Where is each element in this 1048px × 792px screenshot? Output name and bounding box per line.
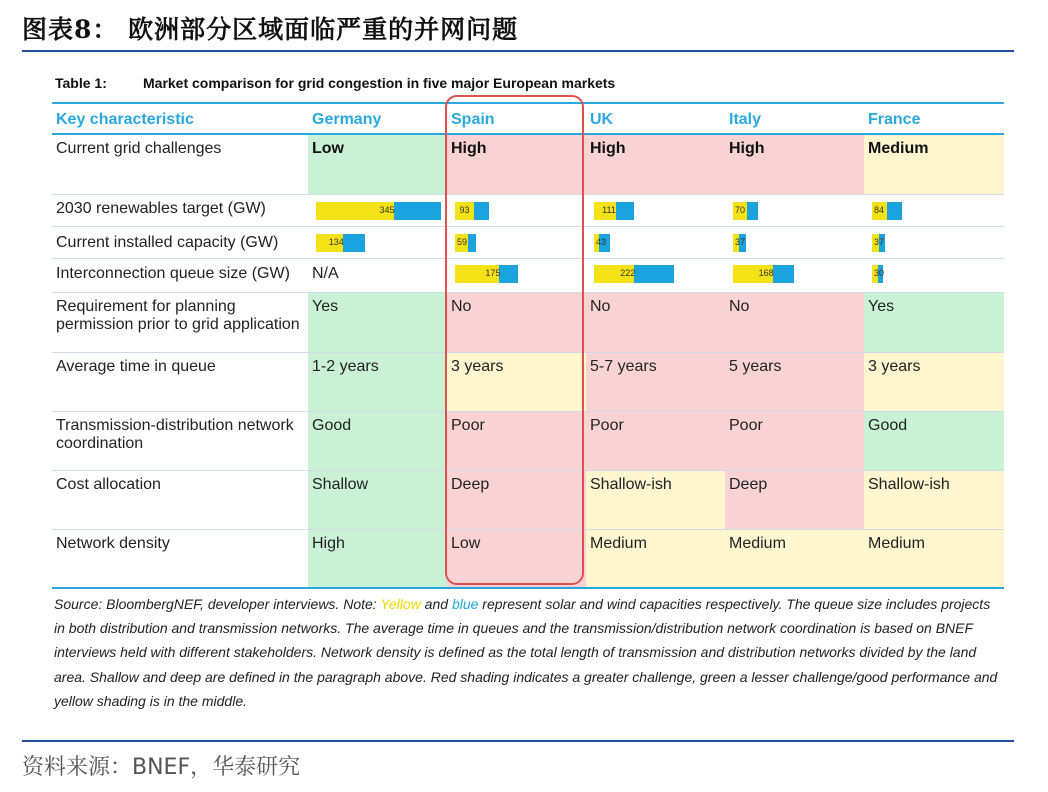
cell-queue-time-germany: 1-2 years [308, 353, 447, 411]
cell-density-uk: Medium [586, 530, 725, 588]
bar-queue-size-uk [594, 265, 674, 283]
cell-density-italy: Medium [725, 530, 864, 588]
bar-value-label: 37 [735, 237, 746, 247]
row-label-queue-size: Interconnection queue size (GW) [56, 265, 290, 282]
cell-planning-italy: No [725, 293, 864, 352]
bar-renewables-target-uk [594, 202, 634, 220]
column-header-germany: Germany [312, 111, 382, 128]
column-header-spain: Spain [451, 111, 495, 128]
bar-queue-size-france [872, 265, 883, 283]
cell-cost-spain: Deep [447, 471, 586, 529]
row-label-planning-permission: Requirement for planning permission prior to grid application [56, 298, 300, 333]
table-caption-text: Market comparison for grid congestion in five major European markets [143, 75, 616, 91]
cell-queue-time-spain: 3 years [447, 353, 586, 411]
row-label-network-coordination: Transmission-distribution network coordination [56, 417, 294, 452]
cell-grid-challenges-italy: High [725, 135, 864, 194]
bar-value-label: 175 [485, 268, 501, 278]
bar-value-label: 43 [596, 237, 607, 247]
source-note [54, 592, 1004, 713]
row-label-network-density: Network density [56, 535, 170, 552]
bar-installed-capacity-germany [316, 234, 365, 252]
cell-coordination-uk: Poor [586, 412, 725, 470]
wind-segment [887, 202, 902, 220]
bar-value-label: 84 [874, 205, 885, 215]
cell-density-germany: High [308, 530, 447, 588]
cell-density-france: Medium [864, 530, 1004, 588]
bar-value-label: 168 [758, 268, 774, 278]
bar-renewables-target-italy [733, 202, 758, 220]
column-header-france: France [868, 111, 921, 128]
wind-segment [616, 202, 634, 220]
cell-grid-challenges-france: Medium [864, 135, 1004, 194]
table-number: Table 1: [55, 75, 107, 91]
bar-renewables-target-france [872, 202, 902, 220]
cell-planning-germany: Yes [308, 293, 447, 352]
bar-value-label: 30 [874, 268, 885, 278]
cell-cost-germany: Shallow [308, 471, 447, 529]
cell-queue-time-uk: 5-7 years [586, 353, 725, 411]
wind-segment [343, 234, 365, 252]
row-label-time-in-queue: Average time in queue [56, 358, 216, 375]
cell-density-spain: Low [447, 530, 586, 588]
bar-installed-capacity-italy [733, 234, 746, 252]
column-header-key: Key characteristic [56, 111, 194, 128]
table-caption [55, 75, 615, 91]
table-bottom-rule [52, 587, 1004, 589]
cell-cost-italy: Deep [725, 471, 864, 529]
bar-installed-capacity-france [872, 234, 885, 252]
cell-coordination-spain: Poor [447, 412, 586, 470]
cell-planning-uk: No [586, 293, 725, 352]
wind-segment [394, 202, 442, 220]
cell-queue-time-france: 3 years [864, 353, 1004, 411]
bar-value-label: 111 [602, 205, 616, 215]
source-note-text: Source: BloombergNEF, developer interviews. Note: [54, 596, 381, 612]
bar-value-label: 93 [459, 205, 470, 215]
column-header-uk: UK [590, 111, 614, 128]
cell-queue-time-italy: 5 years [725, 353, 864, 411]
cell-cost-france: Shallow-ish [864, 471, 1004, 529]
title-rule [22, 50, 1014, 52]
figure-title: 图表8： 欧洲部分区域面临严重的并网问题 [22, 15, 519, 44]
bar-value-label: 134 [328, 237, 344, 247]
cell-grid-challenges-germany: Low [308, 135, 447, 194]
cell-grid-challenges-uk: High [586, 135, 725, 194]
bar-value-label: 37 [874, 237, 885, 247]
column-header-italy: Italy [729, 111, 762, 128]
cell-grid-challenges-spain: High [447, 135, 586, 194]
spain-highlight-box [445, 95, 584, 585]
cell-planning-spain: No [447, 293, 586, 352]
row-label-cost-allocation: Cost allocation [56, 476, 161, 493]
footer-rule [22, 740, 1014, 742]
cell-coordination-italy: Poor [725, 412, 864, 470]
cell-queue-size-germany: N/A [312, 265, 339, 282]
cell-coordination-france: Good [864, 412, 1004, 470]
source-note-text-rest: represent solar and wind capacities respectively. The queue size includes projects in both distribution and transmission networks. The average time in queues and the transmission/distribution network coordination is based on BNEF interviews held with different stakeholders. Network density is defined as the total length of transmission and distribution networks divided by the land area. Shallow and deep are defined in the paragraph above. Red shading indicates a greater challenge, green a lesser challenge/good performance and yellow shading is in the middle. [54, 596, 998, 709]
blue-word: blue [451, 596, 479, 612]
wind-segment [773, 265, 794, 283]
bar-installed-capacity-uk [594, 234, 610, 252]
wind-segment [747, 202, 758, 220]
wind-segment [634, 265, 674, 283]
bar-value-label: 345 [379, 205, 395, 215]
and-word: and [420, 596, 452, 612]
cell-cost-uk: Shallow-ish [586, 471, 725, 529]
row-label-grid-challenges: Current grid challenges [56, 140, 222, 157]
row-label-renewables-target: 2030 renewables target (GW) [56, 200, 266, 217]
bar-value-label: 70 [735, 205, 746, 215]
yellow-word: Yellow [380, 596, 421, 612]
bar-value-label: 59 [457, 237, 468, 247]
bar-renewables-target-germany [316, 202, 441, 220]
bar-queue-size-italy [733, 265, 794, 283]
cell-coordination-germany: Good [308, 412, 447, 470]
source-footer: 资料来源：BNEF，华泰研究 [22, 755, 301, 780]
row-label-installed-capacity: Current installed capacity (GW) [56, 234, 279, 251]
cell-planning-france: Yes [864, 293, 1004, 352]
bar-value-label: 222 [620, 268, 636, 278]
